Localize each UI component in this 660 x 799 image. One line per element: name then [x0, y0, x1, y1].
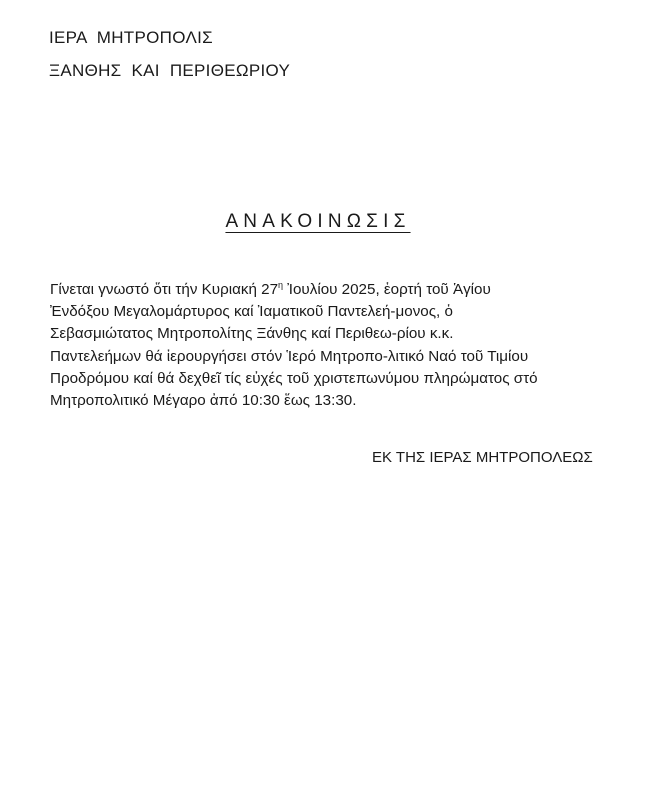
- ordinal-superscript: η: [278, 280, 284, 290]
- announcement-title: [0, 211, 636, 233]
- body-line-1-end: Ἰουλίου 2025, ἑορτή τοῦ Ἁγίου: [283, 281, 491, 298]
- body-line: Μητροπολιτικό Μέγαρο ἀπό 10:30 ἕως 13:30.: [50, 392, 357, 410]
- announcement-body: [50, 279, 610, 412]
- header-metropolis-line: ΙΕΡΑ ΜΗΤΡΟΠΟΛΙΣ: [49, 28, 213, 47]
- body-line: Προδρόμου καί θά δεχθεῖ τίς εὐχές τοῦ χριστεπωνύμου πληρώματος στό: [50, 369, 538, 387]
- body-line-1-start: Γίνεται γνωστό ὅτι τήν Κυριακή 27: [50, 281, 279, 298]
- header-region-line: ΞΑΝΘΗΣ ΚΑΙ ΠΕΡΙΘΕΩΡΙΟΥ: [49, 61, 291, 80]
- signature-line: ΕΚ ΤΗΣ ΙΕΡΑΣ ΜΗΤΡΟΠΟΛΕΩΣ: [372, 449, 593, 466]
- body-line: [50, 279, 610, 301]
- body-line: Σεβασμιώτατος Μητροπολίτης Ξάνθης καί Περιθεω-ρίου κ.κ.: [50, 325, 454, 343]
- body-line: Ἐνδόξου Μεγαλομάρτυρος καί Ἰαματικοῦ Παντελεή-μονος, ὁ: [50, 303, 453, 321]
- body-line: Παντελεήμων θά ἱερουργήσει στόν Ἱερό Μητροπο-λιτικό Ναό τοῦ Τιμίου: [50, 347, 529, 365]
- announcement-title-text: ΑΝΑΚΟΙΝΩΣΙΣ: [225, 211, 411, 232]
